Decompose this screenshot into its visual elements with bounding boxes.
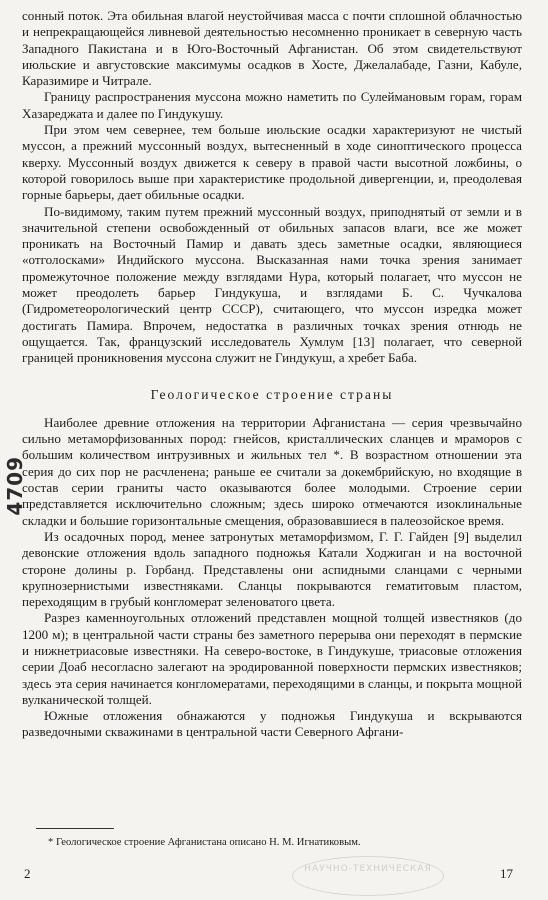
paragraph: Южные отложения обнажаются у подножья Гиндукуша и вскрываются разведочными скважинами в центральной части Северного Афгани- bbox=[22, 708, 522, 740]
paragraph: Наиболее древние отложения на территории Афганистана — серия чрезвычайно сильно метаморфизованных пород: гнейсов, кристаллических сланцев и мраморов с большим количеством интрузивных и жильных тел *. В возрастном отношении эта серия до сих пор не расчленена; раньше ее считали за докембрийскую, но входящие в состав серии граниты часто оказываются более молодыми. Строение серии представляется исключительно сложным; здесь широко отмечаются изоклинальные складки и большие горизонтальные смещения, образовавшиеся в палеозойское время. bbox=[22, 414, 522, 528]
paragraph: При этом чем севернее, тем больше июльские осадки характеризуют не чистый муссон, а прежний муссонный воздух, вытесненный в ходе синоптического процесса кверху. Муссонный воздух движется к северу в правой части высотной ложбины, о которой говорилось выше при характеристике продольной дивергенции, и, преодолевая горные барьеры, дает обильные осадки. bbox=[22, 122, 522, 203]
paragraph: По-видимому, таким путем прежний муссонный воздух, приподнятый от земли и в значительной степени освобожденный от обильных запасов влаги, все же может проникать на Восточный Памир и давать здесь заметные осадки, являющиеся «отголосками» Индийского муссона. Высказанная нами точка зрения занимает промежуточное положение между взглядами Нура, который полагает, что муссон не может преодолеть барьер Гиндукуша, и взглядами Б. С. Чучкалова (Гидрометеорологический центр СССР), считающего, что муссон изредка может достигать Памира. Впрочем, недостатка в различных точках зрения отнюдь не ощущается. Так, французский исследователь Хумлум [13] полагает, что северной границей проникновения муссона служит не Гиндукуш, а хребет Баба. bbox=[22, 203, 522, 366]
library-stamp bbox=[292, 856, 444, 896]
section-title: Геологическое строение страны bbox=[150, 386, 394, 402]
handwritten-margin-number: 4709 bbox=[3, 456, 27, 516]
footnote-divider bbox=[36, 828, 114, 829]
paragraph: Разрез каменноугольных отложений представлен мощной толщей известняков (до 1200 м); в центральной части страны без заметного перерыва они переходят в пермские и нижнетриасовые известняки. На северо-востоке, в Гиндукуше, триасовые отложения серии Доаб несогласно залегают на эродированной поверхности пермских известняков; здесь эта серия начинается конгломератами, переходящими в сланцы, и покрыта мощной вулканической толщей. bbox=[22, 610, 522, 707]
page-number: 17 bbox=[500, 866, 513, 881]
paragraph: Из осадочных пород, менее затронутых метаморфизмом, Г. Г. Гайден [9] выделил девонские отложения вдоль западного подножья Катали Ходжиган и на восточной стороне долины р. Горбанд. Представлены они аспидными сланцами с черными крупнозернистыми известняками. Сланцы покрываются гематитовым пластом, переходящим в грубый конгломерат зеленоватого цвета. bbox=[22, 528, 522, 610]
page-number-left: 2 bbox=[24, 866, 31, 881]
paragraph: сонный поток. Эта обильная влагой неустойчивая масса с почти сплошной облачностью и непрекращающейся ливневой деятельностью несомненно проникает в северную часть Западного Пакистана и в Юго-Восточный Афганистан. Об этом свидетельствуют июльские и августовские максимумы осадков в Хосте, Джелалабаде, Газни, Кабуле, Каразимире и Читрале. bbox=[22, 8, 522, 89]
paragraph: Границу распространения муссона можно наметить по Сулеймановым горам, горам Хазареджата и далее по Гиндукушу. bbox=[22, 89, 522, 121]
text-column bbox=[22, 8, 522, 741]
stamp-text: НАУЧНО-ТЕХНИЧЕСКАЯ bbox=[304, 864, 432, 874]
footnote: * Геологическое строение Афганистана описано Н. М. Игнатиковым. bbox=[48, 837, 361, 848]
